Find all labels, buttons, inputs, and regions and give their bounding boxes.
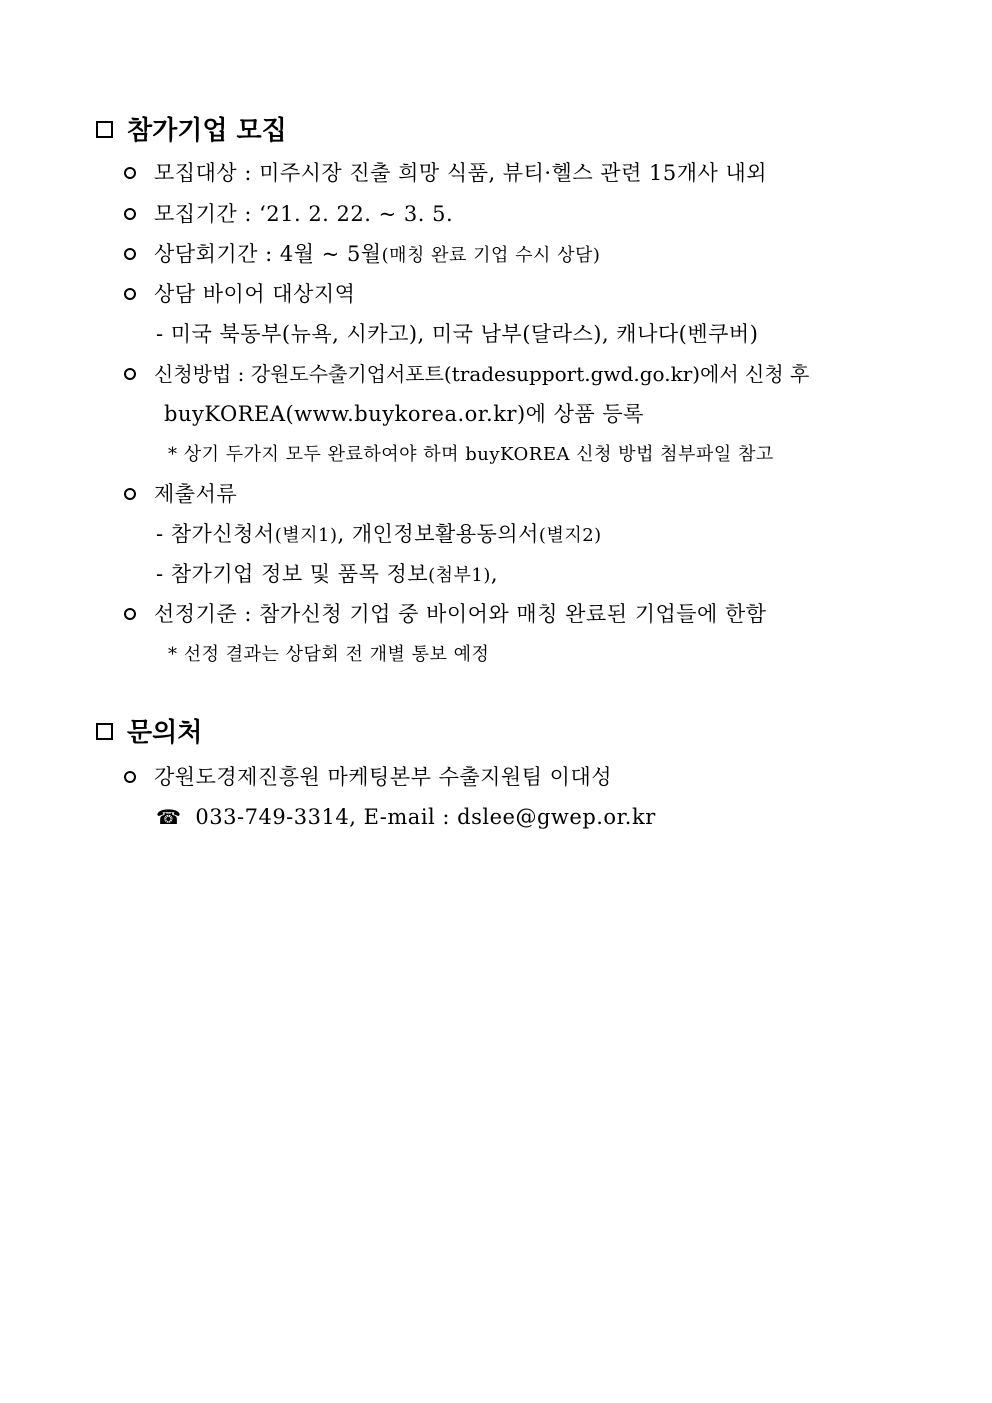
apply-method-line2: buyKOREA(www.buykorea.or.kr)에 상품 등록 [164, 402, 644, 426]
documents-heading: 제출서류 [124, 480, 237, 508]
buyer-region-heading: 상담 바이어 대상지역 [124, 280, 355, 308]
circle-bullet-icon [124, 488, 136, 500]
apply-method-line1: 신청방법 : 강원도수출기업서포트(tradesupport.gwd.go.kr)에서 신청 후 [124, 360, 809, 388]
circle-bullet-icon [124, 248, 136, 260]
circle-bullet-icon [124, 288, 136, 300]
checkbox-square-icon [96, 723, 113, 740]
circle-bullet-icon [124, 208, 136, 220]
circle-bullet-icon [124, 771, 136, 783]
section-contact-title: 문의처 [96, 717, 202, 749]
recruit-period: 모집기간 : ‘21. 2. 22. ~ 3. 5. [124, 200, 453, 228]
selection-note: * 선정 결과는 상담회 전 개별 통보 예정 [168, 644, 490, 665]
documents-item-1: - 참가신청서(별지1), 개인정보활용동의서(별지2) [156, 522, 602, 546]
selection-criteria: 선정기준 : 참가신청 기업 중 바이어와 매칭 완료된 기업들에 한함 [124, 600, 767, 628]
circle-bullet-icon [124, 608, 136, 620]
section-recruit-title: 참가기업 모집 [96, 115, 287, 147]
recruit-target: 모집대상 : 미주시장 진출 희망 식품, 뷰티·헬스 관련 15개사 내외 [124, 159, 767, 187]
circle-bullet-icon [124, 368, 136, 380]
phone-icon: ☎ [156, 805, 182, 829]
buyer-region-detail: - 미국 북동부(뉴욕, 시카고), 미국 남부(달라스), 캐나다(벤쿠버) [156, 322, 759, 346]
contact-info: ☎ 033-749-3314, E-mail : dslee@gwep.or.kr [156, 805, 656, 829]
contact-name: 강원도경제진흥원 마케팅본부 수출지원팀 이대성 [124, 763, 612, 791]
circle-bullet-icon [124, 167, 136, 179]
apply-note: * 상기 두가지 모두 완료하여야 하며 buyKOREA 신청 방법 첨부파일 참고 [168, 444, 774, 465]
consult-period: 상담회기간 : 4월 ~ 5월(매칭 완료 기업 수시 상담) [124, 240, 600, 270]
documents-item-2: - 참가기업 정보 및 품목 정보(첨부1), [156, 562, 499, 586]
checkbox-square-icon [96, 121, 113, 138]
